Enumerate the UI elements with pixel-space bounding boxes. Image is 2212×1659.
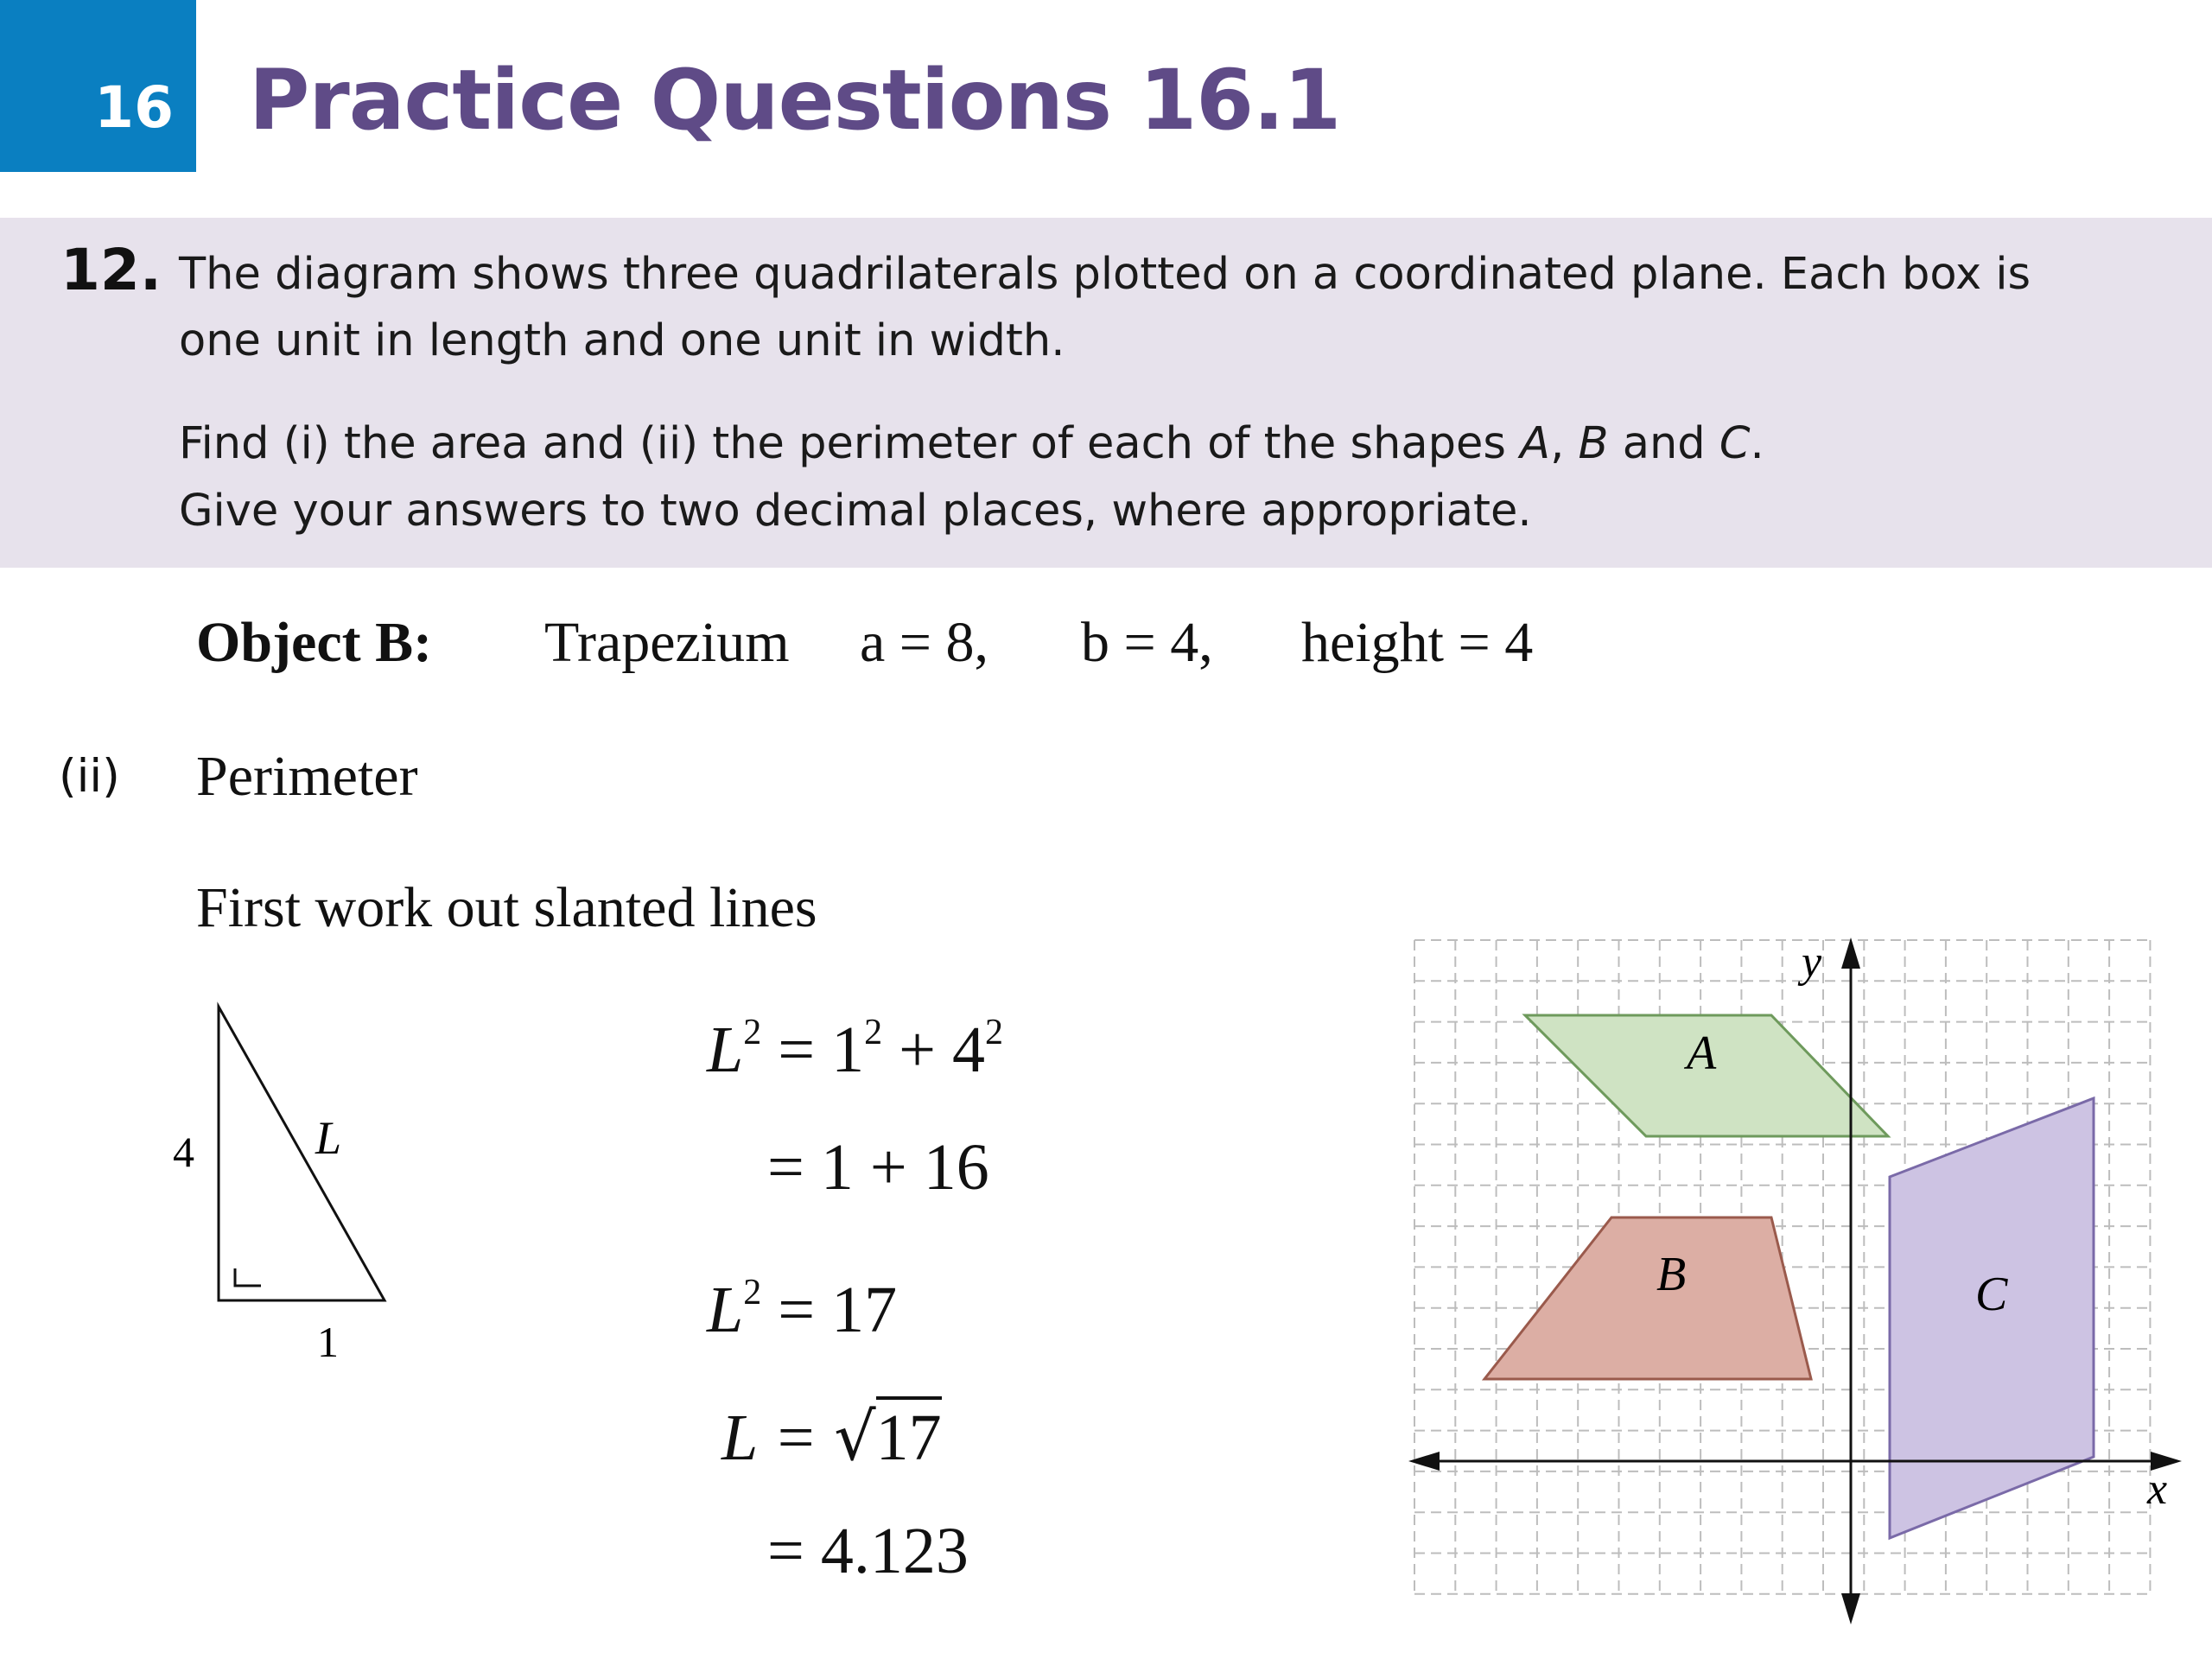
triangle-figure: [156, 994, 415, 1365]
part-title: Perimeter: [196, 745, 418, 808]
question-line-4: Give your answers to two decimal places, where appropriate.: [179, 486, 1532, 537]
equation-1: [707, 1013, 1004, 1086]
shape-name: Trapezium: [544, 611, 790, 674]
chapter-number: 16: [94, 74, 174, 141]
comma-separator: ,: [1550, 418, 1579, 469]
line-3-period: .: [1750, 418, 1764, 469]
eq3-rhs: = 17: [761, 1274, 898, 1346]
eq4-radicand: 17: [876, 1396, 942, 1474]
eq4-lhs: L =: [721, 1402, 835, 1474]
question-number: 12.: [60, 237, 162, 303]
right-angle-marker: [235, 1268, 261, 1286]
height-value: height = 4: [1301, 611, 1534, 674]
step-text: First work out slanted lines: [196, 876, 817, 939]
x-axis-label: x: [2147, 1465, 2168, 1514]
shape-b: [1484, 1217, 1811, 1379]
question-line-2: one unit in length and one unit in width.: [179, 315, 1065, 366]
question-line-3-text: Find (i) the area and (ii) the perimeter of each of the shapes: [179, 418, 1521, 469]
and-word: and: [1608, 418, 1719, 469]
equation-3: [707, 1273, 898, 1346]
right-triangle: [219, 1007, 385, 1300]
triangle-side-base: 1: [317, 1318, 339, 1365]
eq3-exp: 2: [743, 1273, 762, 1313]
x-axis-arrow-left: [1408, 1452, 1440, 1471]
shape-a-ref: A: [1520, 418, 1551, 469]
eq1-rhs-a: = 1: [761, 1014, 865, 1086]
eq3-var: L: [707, 1274, 744, 1346]
shape-b-ref: B: [1578, 418, 1609, 469]
coordinate-diagram: [1408, 933, 2186, 1629]
eq1-rhs-b: + 4: [882, 1014, 986, 1086]
question-line-1: The diagram shows three quadrilaterals plotted on a coordinated plane. Each box is: [179, 249, 2031, 300]
y-axis-arrow-up: [1841, 938, 1860, 969]
part-label: (ii): [59, 750, 120, 803]
eq1-rhs-a-exp: 2: [864, 1013, 883, 1052]
question-line-3: [179, 418, 1764, 469]
equation-4: [721, 1398, 942, 1475]
equation-2: = 1 + 16: [767, 1131, 989, 1204]
page-title: Practice Questions 16.1: [249, 52, 1341, 149]
shape-c-label: C: [1975, 1268, 2008, 1321]
shape-b-label: B: [1656, 1248, 1687, 1301]
a-value: a = 8,: [860, 611, 989, 674]
eq1-var: L: [707, 1014, 744, 1086]
sqrt-radical: √: [834, 1398, 876, 1475]
chapter-badge: [0, 0, 196, 172]
b-value: b = 4,: [1081, 611, 1213, 674]
equation-5: = 4.123: [767, 1515, 969, 1587]
eq1-exp: 2: [743, 1013, 762, 1052]
shape-c-ref: C: [1719, 418, 1751, 469]
object-label: Object B:: [196, 611, 433, 674]
triangle-side-vertical: 4: [173, 1128, 194, 1176]
shape-a-label: A: [1687, 1027, 1717, 1080]
y-axis-label: y: [1802, 938, 1822, 987]
triangle-side-hyp: L: [315, 1112, 342, 1164]
eq1-rhs-b-exp: 2: [985, 1013, 1004, 1052]
y-axis-arrow-down: [1841, 1593, 1860, 1624]
